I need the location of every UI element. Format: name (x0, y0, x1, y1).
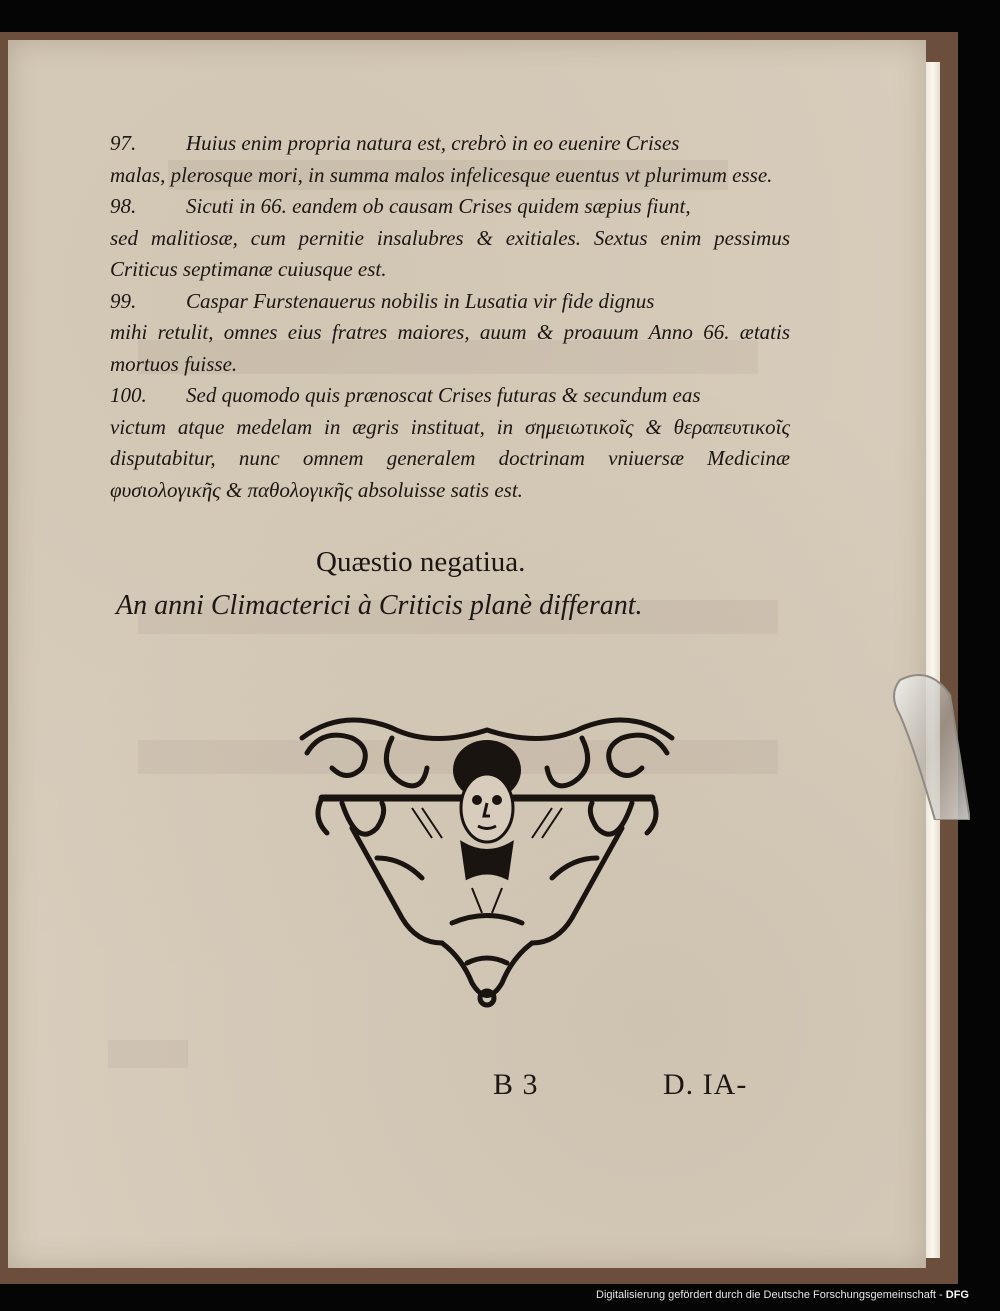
signature-mark: B 3 (493, 1068, 539, 1101)
paragraph-number: 97. (110, 131, 137, 155)
paragraph-first-line: Caspar Furstenauerus nobilis in Lusatia vir fide dignus (186, 288, 655, 313)
paragraph-number: 98. (110, 194, 137, 218)
paragraph-98 (110, 191, 790, 286)
paragraph-first-line: Huius enim propria natura est, crebrò in eo euenire Crises (186, 131, 680, 155)
section-heading: Quæstio negatiua. (316, 546, 526, 578)
page-edge (926, 62, 940, 1258)
body-text (110, 128, 790, 506)
paragraph-99 (110, 286, 790, 381)
catchword: D. IA- (663, 1068, 748, 1101)
paragraph-first-line: Sicuti in 66. eandem ob causam Crises quidem sæpius fiunt, (186, 194, 691, 218)
paragraph-rest: sed malitiosæ, cum pernitie insalubres & exitiales. Sextus enim pessimus Criticus septimanæ cuiusque est. (110, 225, 790, 281)
paragraph-number: 99. (110, 288, 137, 313)
show-through-line (108, 1040, 188, 1068)
footer-credit (596, 1289, 969, 1301)
dfg-logo-icon: DFG (945, 1289, 969, 1301)
paragraph-number: 100. (110, 383, 147, 407)
paragraph-100 (110, 380, 790, 506)
paragraph-rest: mihi retulit, omnes eius fratres maiores, auum & proauum Anno 66. ætatis mortuos fuisse. (110, 320, 790, 376)
footer-text: Digitalisierung gefördert durch die Deutsche Forschungsgemeinschaft - (596, 1289, 943, 1301)
paragraph-rest: victum atque medelam in ægris instituat, in σημειωτικοῖς & θεραπευτικοῖς disputabitur, nunc omnem generalem doctrinam vniuersæ Medicinæ φυσιολογικῆς & παθολογικῆς absoluisse satis est. (110, 414, 790, 502)
paragraph-97 (110, 128, 790, 191)
woodcut-ornament-icon (282, 708, 692, 1008)
paragraph-first-line: Sed quomodo quis prænoscat Crises futuras & secundum eas (186, 383, 701, 407)
glass-weight (880, 670, 970, 820)
paragraph-rest: malas, plerosque mori, in summa malos infelicesque euentus vt plurimum esse. (110, 162, 773, 187)
question-title: An anni Climacterici à Criticis planè differant. (116, 590, 643, 621)
